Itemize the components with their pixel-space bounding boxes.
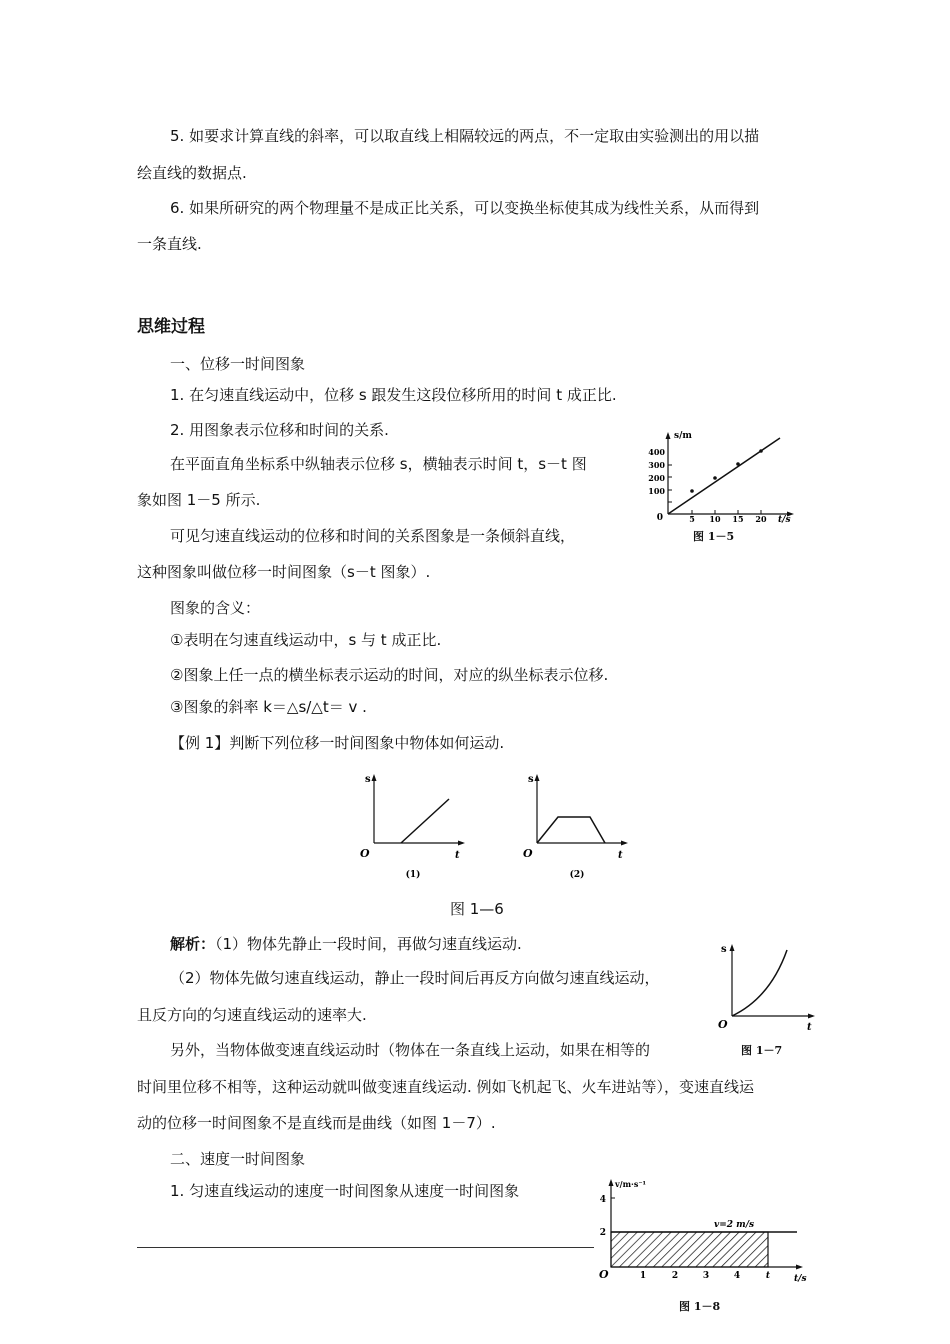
- subsection-2-title: 二、速度一时间图象: [170, 1150, 306, 1168]
- answer-2-line-2: 且反方向的匀速直线运动的速率大.: [137, 1006, 367, 1024]
- variable-motion-line-1: 另外，当物体做变速直线运动时（物体在一条直线上运动，如果在相等的: [170, 1041, 651, 1059]
- fig16a-line: [401, 799, 449, 843]
- fig18-y-tick: 4: [599, 1195, 606, 1205]
- fig15-y-tick: 200: [648, 473, 665, 483]
- fig17-origin: O: [718, 1018, 728, 1031]
- fig15-y-arrow: [666, 432, 671, 439]
- fig15-x-tick: 20: [755, 514, 767, 524]
- fig17-x-arrow: [808, 1014, 815, 1019]
- figure-1-8-caption: 图 1－8: [679, 1300, 721, 1313]
- figure-1-8: [592, 1175, 822, 1287]
- fig17-y-arrow: [730, 944, 735, 951]
- velocity-point-1: 1. 匀速直线运动的速度一时间图象从速度一时间图象: [170, 1182, 520, 1200]
- fig15-x-tick: 10: [709, 514, 721, 524]
- fig15-point: [736, 462, 740, 466]
- fig18-origin: O: [599, 1268, 609, 1281]
- fig17-x-label: t: [807, 1022, 812, 1033]
- fig18-x-tick: 3: [702, 1271, 710, 1281]
- figure-1-7: [715, 938, 820, 1033]
- fig18-x-tick: 1: [639, 1271, 647, 1281]
- fig15-origin: 0: [656, 513, 663, 523]
- item-5-line-2: 绘直线的数据点.: [137, 164, 247, 182]
- meaning-title: 图象的含义：: [170, 599, 261, 617]
- fig18-x-arrow: [796, 1265, 803, 1270]
- fig18-annotation: v=2 m/s: [714, 1220, 755, 1230]
- fig15-y-tick: 400: [648, 447, 665, 457]
- fig16b-line: [537, 817, 605, 843]
- subsection-1-title: 一、位移一时间图象: [170, 355, 306, 373]
- fig16a-x-arrow: [458, 841, 465, 846]
- fig15-point: [690, 489, 694, 493]
- conclusion-line-1: 可见匀速直线运动的位移和时间的关系图象是一条倾斜直线，: [170, 527, 576, 545]
- figure-1-5: [650, 428, 800, 523]
- fig16a-origin: O: [360, 847, 370, 860]
- conclusion-line-2: 这种图象叫做位移一时间图象（s－t 图象）.: [137, 563, 431, 581]
- fig18-x-tick: 2: [671, 1271, 679, 1281]
- fig16b-sublabel: (2): [569, 870, 585, 880]
- figure-1-6-b: [520, 768, 630, 883]
- fig15-line: [668, 438, 780, 514]
- fig15-y-label: s/m: [674, 431, 692, 441]
- example-1: [170, 733, 504, 753]
- fig15-x-tick: 5: [689, 514, 695, 524]
- fig16b-y-label: s: [528, 774, 534, 785]
- fig18-y-tick: 2: [599, 1228, 606, 1238]
- fig16b-x-arrow: [621, 841, 628, 846]
- example-1-text: 判断下列位移一时间图象中物体如何运动.: [229, 734, 505, 752]
- item-5-line-1: 5. 如要求计算直线的斜率，可以取直线上相隔较远的两点，不一定取由实验测出的用以描: [170, 127, 760, 145]
- fig16b-x-label: t: [618, 850, 623, 861]
- figure-1-5-caption: 图 1－5: [693, 530, 735, 543]
- fig16b-y-arrow: [535, 774, 540, 781]
- fig17-y-label: s: [721, 944, 727, 955]
- fig16b-origin: O: [523, 847, 533, 860]
- fig17-curve: [732, 950, 787, 1016]
- figure-1-7-caption: 图 1－7: [741, 1044, 783, 1057]
- fig18-x-label: t/s: [794, 1274, 807, 1284]
- fig18-hatched-area: [611, 1232, 768, 1267]
- fig18-x-tick: t: [765, 1271, 771, 1281]
- meaning-3: ③图象的斜率 k＝△s/△t＝ v .: [170, 698, 367, 716]
- section-heading: 思维过程: [137, 317, 205, 337]
- figure-1-6-caption: 图 1—6: [450, 900, 504, 918]
- point-2-body-line-2: 象如图 1－5 所示.: [137, 491, 261, 509]
- fig16a-sublabel: (1): [405, 870, 421, 880]
- fig16a-y-label: s: [365, 774, 371, 785]
- fig15-y-tick: 300: [648, 460, 665, 470]
- meaning-2: ②图象上任一点的横坐标表示运动的时间，对应的纵坐标表示位移.: [170, 666, 609, 684]
- point-2-body-line-1: 在平面直角坐标系中纵轴表示位移 s，横轴表示时间 t，s－t 图: [170, 455, 587, 473]
- point-2: 2. 用图象表示位移和时间的关系.: [170, 421, 389, 439]
- example-1-tag: 【例 1】: [170, 734, 230, 752]
- fig18-y-arrow: [609, 1179, 614, 1186]
- fig15-point: [759, 449, 763, 453]
- item-6-line-2: 一条直线.: [137, 235, 202, 253]
- meaning-1: ①表明在匀速直线运动中，s 与 t 成正比.: [170, 631, 442, 649]
- fig16a-x-label: t: [455, 850, 460, 861]
- fig16a-y-arrow: [372, 774, 377, 781]
- fig15-point: [713, 476, 717, 480]
- answer-1-text: （1）物体先静止一段时间，再做匀速直线运动.: [215, 935, 522, 953]
- variable-motion-line-3: 动的位移一时间图象不是直线而是曲线（如图 1－7）.: [137, 1114, 496, 1132]
- fig15-x-label: t/s: [778, 515, 791, 525]
- answer-2-line-1: （2）物体先做匀速直线运动，静止一段时间后再反方向做匀速直线运动，: [170, 969, 660, 987]
- figure-1-6-a: [355, 768, 465, 883]
- fig18-x-tick: 4: [733, 1271, 741, 1281]
- fig15-y-tick: 100: [648, 486, 665, 496]
- answer-tag: 解析：: [170, 935, 216, 953]
- answer-1: [170, 934, 522, 954]
- variable-motion-line-2: 时间里位移不相等，这种运动就叫做变速直线运动. 例如飞机起飞、火车进站等），变速直线运: [137, 1078, 755, 1096]
- fig18-y-label: v/m·s⁻¹: [615, 1179, 647, 1189]
- footnote-separator: [137, 1247, 594, 1248]
- fig15-x-tick: 15: [732, 514, 744, 524]
- point-1: 1. 在匀速直线运动中，位移 s 跟发生这段位移所用的时间 t 成正比.: [170, 386, 617, 404]
- item-6-line-1: 6. 如果所研究的两个物理量不是成正比关系，可以变换坐标使其成为线性关系，从而得到: [170, 199, 760, 217]
